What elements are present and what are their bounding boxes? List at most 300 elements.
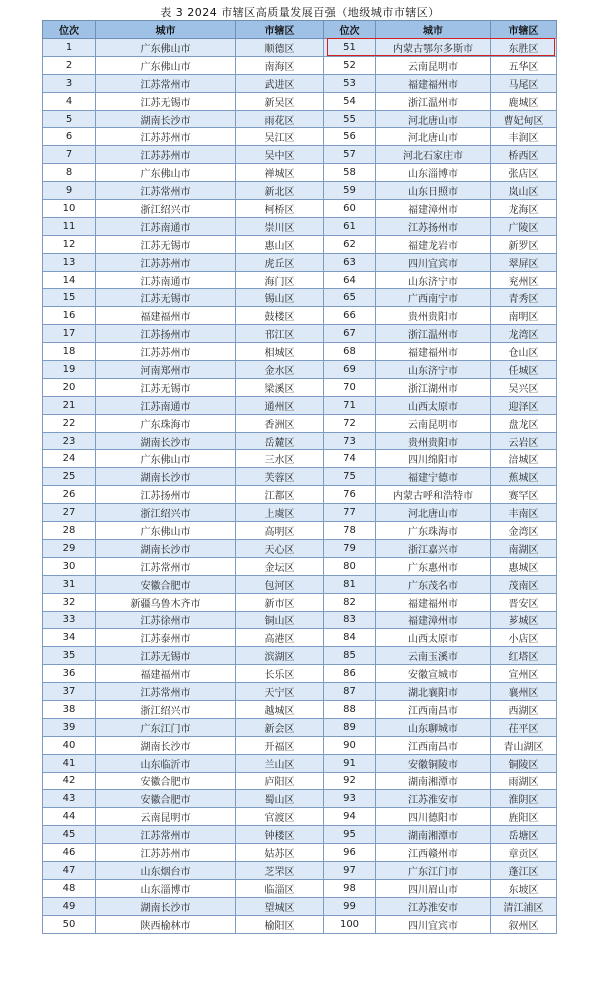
cell-rank-left: 8	[43, 164, 96, 182]
cell-rank-right: 57	[324, 146, 376, 164]
cell-district-left: 新北区	[236, 182, 324, 200]
cell-rank-left: 4	[43, 92, 96, 110]
table-row	[43, 56, 557, 74]
table-row	[43, 504, 557, 522]
cell-city-right: 河北唐山市	[376, 504, 491, 522]
cell-city-right: 河北唐山市	[376, 128, 491, 146]
header-city-left: 城市	[96, 21, 236, 39]
cell-rank-right: 59	[324, 182, 376, 200]
table-header-row	[43, 21, 557, 39]
cell-rank-right: 70	[324, 378, 376, 396]
cell-district-right: 翠屏区	[491, 253, 557, 271]
cell-district-left: 长乐区	[236, 665, 324, 683]
cell-district-right: 涪城区	[491, 450, 557, 468]
cell-rank-left: 33	[43, 611, 96, 629]
cell-city-right: 贵州贵阳市	[376, 307, 491, 325]
cell-city-right: 福建福州市	[376, 593, 491, 611]
cell-district-left: 上虞区	[236, 504, 324, 522]
table-row	[43, 414, 557, 432]
cell-district-right: 宣州区	[491, 665, 557, 683]
table-row	[43, 200, 557, 218]
cell-city-right: 安徽宣城市	[376, 665, 491, 683]
cell-city-right: 山东聊城市	[376, 718, 491, 736]
cell-city-left: 江苏常州市	[96, 557, 236, 575]
cell-city-left: 安徽合肥市	[96, 772, 236, 790]
table-row	[43, 468, 557, 486]
cell-city-right: 山东济宁市	[376, 361, 491, 379]
cell-rank-right: 52	[324, 56, 376, 74]
cell-district-left: 越城区	[236, 700, 324, 718]
cell-district-left: 高港区	[236, 629, 324, 647]
cell-district-left: 兰山区	[236, 754, 324, 772]
cell-district-left: 包河区	[236, 575, 324, 593]
cell-rank-left: 47	[43, 861, 96, 879]
cell-district-left: 金水区	[236, 361, 324, 379]
table-row	[43, 164, 557, 182]
cell-rank-left: 49	[43, 897, 96, 915]
cell-rank-right: 87	[324, 683, 376, 701]
cell-city-right: 江西南昌市	[376, 736, 491, 754]
cell-city-right: 浙江湖州市	[376, 378, 491, 396]
cell-rank-right: 56	[324, 128, 376, 146]
cell-rank-left: 39	[43, 718, 96, 736]
cell-rank-left: 5	[43, 110, 96, 128]
cell-city-left: 江苏常州市	[96, 74, 236, 92]
cell-city-right: 贵州贵阳市	[376, 432, 491, 450]
cell-rank-right: 97	[324, 861, 376, 879]
cell-rank-right: 73	[324, 432, 376, 450]
cell-district-left: 崇川区	[236, 217, 324, 235]
cell-district-right: 西湖区	[491, 700, 557, 718]
cell-rank-right: 83	[324, 611, 376, 629]
table-row	[43, 486, 557, 504]
cell-city-left: 湖南长沙市	[96, 468, 236, 486]
cell-district-left: 惠山区	[236, 235, 324, 253]
cell-district-left: 吴江区	[236, 128, 324, 146]
cell-district-left: 江都区	[236, 486, 324, 504]
cell-rank-right: 65	[324, 289, 376, 307]
cell-city-right: 浙江温州市	[376, 92, 491, 110]
cell-rank-left: 10	[43, 200, 96, 218]
cell-district-left: 铜山区	[236, 611, 324, 629]
cell-district-left: 钟楼区	[236, 826, 324, 844]
cell-district-left: 庐阳区	[236, 772, 324, 790]
cell-district-left: 芝罘区	[236, 861, 324, 879]
cell-district-left: 姑苏区	[236, 844, 324, 862]
cell-city-right: 浙江温州市	[376, 325, 491, 343]
cell-district-right: 惠城区	[491, 557, 557, 575]
cell-city-right: 广东江门市	[376, 861, 491, 879]
cell-rank-right: 100	[324, 915, 376, 933]
cell-city-right: 江苏淮安市	[376, 790, 491, 808]
ranking-table	[42, 20, 557, 934]
table-row	[43, 718, 557, 736]
cell-rank-left: 27	[43, 504, 96, 522]
cell-district-left: 虎丘区	[236, 253, 324, 271]
cell-city-left: 江苏苏州市	[96, 343, 236, 361]
table-row	[43, 593, 557, 611]
cell-city-right: 江苏扬州市	[376, 217, 491, 235]
cell-district-left: 新市区	[236, 593, 324, 611]
cell-city-left: 山东临沂市	[96, 754, 236, 772]
table-row	[43, 522, 557, 540]
cell-city-left: 福建福州市	[96, 307, 236, 325]
cell-rank-left: 29	[43, 539, 96, 557]
cell-city-left: 广东佛山市	[96, 56, 236, 74]
cell-district-right: 仓山区	[491, 343, 557, 361]
cell-city-right: 江西南昌市	[376, 700, 491, 718]
cell-rank-right: 91	[324, 754, 376, 772]
cell-city-left: 广东佛山市	[96, 450, 236, 468]
cell-rank-right: 68	[324, 343, 376, 361]
cell-rank-right: 92	[324, 772, 376, 790]
cell-city-left: 湖南长沙市	[96, 432, 236, 450]
table-row	[43, 325, 557, 343]
cell-district-right: 赛罕区	[491, 486, 557, 504]
cell-district-left: 天宁区	[236, 683, 324, 701]
cell-district-right: 张店区	[491, 164, 557, 182]
cell-district-right: 新罗区	[491, 235, 557, 253]
cell-city-left: 云南昆明市	[96, 808, 236, 826]
cell-city-right: 四川绵阳市	[376, 450, 491, 468]
cell-city-right: 山西太原市	[376, 629, 491, 647]
cell-district-left: 海门区	[236, 271, 324, 289]
cell-rank-right: 58	[324, 164, 376, 182]
cell-city-right: 广东惠州市	[376, 557, 491, 575]
cell-rank-right: 98	[324, 879, 376, 897]
cell-city-left: 安徽合肥市	[96, 790, 236, 808]
cell-city-left: 广东珠海市	[96, 414, 236, 432]
cell-city-left: 江苏苏州市	[96, 128, 236, 146]
cell-rank-left: 6	[43, 128, 96, 146]
cell-district-right: 云岩区	[491, 432, 557, 450]
cell-district-left: 柯桥区	[236, 200, 324, 218]
table-row	[43, 396, 557, 414]
table-row	[43, 146, 557, 164]
cell-city-right: 安徽铜陵市	[376, 754, 491, 772]
cell-district-left: 梁溪区	[236, 378, 324, 396]
table-row	[43, 611, 557, 629]
cell-city-right: 湖南湘潭市	[376, 826, 491, 844]
cell-rank-left: 17	[43, 325, 96, 343]
table-row	[43, 235, 557, 253]
cell-rank-left: 18	[43, 343, 96, 361]
table-row	[43, 629, 557, 647]
cell-city-left: 江苏泰州市	[96, 629, 236, 647]
cell-city-left: 湖南长沙市	[96, 110, 236, 128]
cell-rank-right: 67	[324, 325, 376, 343]
cell-district-left: 岳麓区	[236, 432, 324, 450]
cell-district-left: 高明区	[236, 522, 324, 540]
cell-rank-left: 40	[43, 736, 96, 754]
cell-city-left: 江苏扬州市	[96, 486, 236, 504]
cell-rank-left: 36	[43, 665, 96, 683]
cell-city-left: 广东江门市	[96, 718, 236, 736]
cell-city-right: 云南昆明市	[376, 56, 491, 74]
cell-district-left: 通州区	[236, 396, 324, 414]
cell-district-right: 丰润区	[491, 128, 557, 146]
table-row	[43, 897, 557, 915]
cell-rank-right: 77	[324, 504, 376, 522]
cell-rank-left: 22	[43, 414, 96, 432]
cell-district-right: 南明区	[491, 307, 557, 325]
table-row	[43, 361, 557, 379]
cell-rank-left: 20	[43, 378, 96, 396]
cell-district-left: 锡山区	[236, 289, 324, 307]
cell-district-right: 龙海区	[491, 200, 557, 218]
cell-city-left: 江苏无锡市	[96, 378, 236, 396]
cell-rank-right: 79	[324, 539, 376, 557]
cell-rank-left: 2	[43, 56, 96, 74]
cell-rank-right: 51	[324, 39, 376, 57]
cell-rank-right: 60	[324, 200, 376, 218]
cell-district-left: 三水区	[236, 450, 324, 468]
cell-rank-right: 62	[324, 235, 376, 253]
cell-rank-left: 13	[43, 253, 96, 271]
cell-rank-left: 16	[43, 307, 96, 325]
cell-rank-right: 63	[324, 253, 376, 271]
cell-district-right: 茂南区	[491, 575, 557, 593]
cell-city-left: 江苏苏州市	[96, 146, 236, 164]
cell-district-left: 开福区	[236, 736, 324, 754]
cell-rank-right: 93	[324, 790, 376, 808]
table-row	[43, 575, 557, 593]
cell-district-left: 禅城区	[236, 164, 324, 182]
cell-rank-left: 30	[43, 557, 96, 575]
cell-district-right: 盘龙区	[491, 414, 557, 432]
cell-district-right: 雨湖区	[491, 772, 557, 790]
table-row	[43, 110, 557, 128]
cell-rank-left: 1	[43, 39, 96, 57]
cell-city-left: 江苏苏州市	[96, 844, 236, 862]
cell-city-left: 江苏无锡市	[96, 235, 236, 253]
cell-district-right: 襄州区	[491, 683, 557, 701]
cell-rank-right: 76	[324, 486, 376, 504]
cell-city-right: 内蒙古呼和浩特市	[376, 486, 491, 504]
cell-city-right: 江西赣州市	[376, 844, 491, 862]
cell-rank-left: 43	[43, 790, 96, 808]
cell-city-left: 山东淄博市	[96, 879, 236, 897]
cell-city-left: 湖南长沙市	[96, 539, 236, 557]
table-row	[43, 915, 557, 933]
table-row	[43, 754, 557, 772]
cell-district-left: 邗江区	[236, 325, 324, 343]
cell-district-left: 金坛区	[236, 557, 324, 575]
cell-city-right: 湖北襄阳市	[376, 683, 491, 701]
cell-district-left: 吴中区	[236, 146, 324, 164]
cell-district-right: 清江浦区	[491, 897, 557, 915]
cell-rank-left: 7	[43, 146, 96, 164]
cell-city-left: 江苏扬州市	[96, 325, 236, 343]
cell-rank-left: 14	[43, 271, 96, 289]
cell-city-right: 山东淄博市	[376, 164, 491, 182]
table-row	[43, 343, 557, 361]
cell-city-right: 山东济宁市	[376, 271, 491, 289]
cell-city-right: 四川宜宾市	[376, 253, 491, 271]
cell-district-right: 旌阳区	[491, 808, 557, 826]
table-row	[43, 700, 557, 718]
cell-rank-right: 84	[324, 629, 376, 647]
cell-city-right: 四川眉山市	[376, 879, 491, 897]
cell-district-right: 曹妃甸区	[491, 110, 557, 128]
cell-district-right: 五华区	[491, 56, 557, 74]
cell-city-right: 湖南湘潭市	[376, 772, 491, 790]
cell-city-right: 河北石家庄市	[376, 146, 491, 164]
cell-city-left: 新疆乌鲁木齐市	[96, 593, 236, 611]
table-row	[43, 772, 557, 790]
cell-district-right: 迎泽区	[491, 396, 557, 414]
table-row	[43, 307, 557, 325]
cell-rank-left: 25	[43, 468, 96, 486]
table-row	[43, 539, 557, 557]
cell-district-left: 官渡区	[236, 808, 324, 826]
cell-rank-left: 11	[43, 217, 96, 235]
cell-city-right: 山西太原市	[376, 396, 491, 414]
cell-rank-right: 72	[324, 414, 376, 432]
cell-rank-left: 28	[43, 522, 96, 540]
cell-rank-left: 48	[43, 879, 96, 897]
table-row	[43, 683, 557, 701]
cell-district-right: 章贡区	[491, 844, 557, 862]
cell-rank-right: 89	[324, 718, 376, 736]
cell-city-left: 江苏常州市	[96, 182, 236, 200]
cell-city-right: 广东茂名市	[376, 575, 491, 593]
cell-city-left: 福建福州市	[96, 665, 236, 683]
cell-district-right: 南湖区	[491, 539, 557, 557]
table-row	[43, 450, 557, 468]
header-rank-left: 位次	[43, 21, 96, 39]
cell-city-left: 河南郑州市	[96, 361, 236, 379]
cell-rank-right: 53	[324, 74, 376, 92]
cell-city-right: 云南昆明市	[376, 414, 491, 432]
table-row	[43, 808, 557, 826]
cell-rank-right: 75	[324, 468, 376, 486]
cell-rank-right: 95	[324, 826, 376, 844]
cell-district-right: 晋安区	[491, 593, 557, 611]
cell-district-left: 相城区	[236, 343, 324, 361]
header-district-right: 市辖区	[491, 21, 557, 39]
cell-district-right: 小店区	[491, 629, 557, 647]
cell-district-left: 香洲区	[236, 414, 324, 432]
cell-rank-left: 31	[43, 575, 96, 593]
header-district-left: 市辖区	[236, 21, 324, 39]
cell-rank-right: 94	[324, 808, 376, 826]
cell-city-right: 福建龙岩市	[376, 235, 491, 253]
cell-city-left: 陕西榆林市	[96, 915, 236, 933]
table-row	[43, 557, 557, 575]
cell-city-left: 广东佛山市	[96, 164, 236, 182]
cell-rank-right: 86	[324, 665, 376, 683]
table-body	[43, 39, 557, 934]
table-row	[43, 432, 557, 450]
cell-rank-right: 61	[324, 217, 376, 235]
cell-district-left: 芙蓉区	[236, 468, 324, 486]
cell-rank-right: 66	[324, 307, 376, 325]
cell-district-left: 武进区	[236, 74, 324, 92]
cell-district-left: 榆阳区	[236, 915, 324, 933]
table-row	[43, 182, 557, 200]
cell-city-left: 江苏常州市	[96, 826, 236, 844]
cell-rank-left: 45	[43, 826, 96, 844]
cell-rank-right: 96	[324, 844, 376, 862]
cell-district-left: 雨花区	[236, 110, 324, 128]
cell-city-left: 江苏南通市	[96, 396, 236, 414]
cell-rank-right: 74	[324, 450, 376, 468]
header-rank-right: 位次	[324, 21, 376, 39]
table-row	[43, 271, 557, 289]
cell-rank-left: 41	[43, 754, 96, 772]
cell-rank-right: 69	[324, 361, 376, 379]
cell-city-right: 福建宁德市	[376, 468, 491, 486]
cell-rank-left: 12	[43, 235, 96, 253]
cell-city-left: 山东烟台市	[96, 861, 236, 879]
cell-city-right: 云南玉溪市	[376, 647, 491, 665]
cell-rank-right: 99	[324, 897, 376, 915]
cell-district-right: 东坡区	[491, 879, 557, 897]
cell-rank-right: 88	[324, 700, 376, 718]
cell-district-right: 金湾区	[491, 522, 557, 540]
cell-rank-right: 64	[324, 271, 376, 289]
cell-city-left: 广东佛山市	[96, 522, 236, 540]
cell-district-right: 龙湾区	[491, 325, 557, 343]
cell-district-right: 桥西区	[491, 146, 557, 164]
cell-rank-left: 37	[43, 683, 96, 701]
cell-district-right: 马尾区	[491, 74, 557, 92]
cell-city-right: 广东珠海市	[376, 522, 491, 540]
cell-district-left: 新吴区	[236, 92, 324, 110]
cell-city-right: 江苏淮安市	[376, 897, 491, 915]
cell-rank-right: 55	[324, 110, 376, 128]
cell-district-left: 蜀山区	[236, 790, 324, 808]
cell-city-right: 河北唐山市	[376, 110, 491, 128]
table-row	[43, 378, 557, 396]
cell-rank-left: 9	[43, 182, 96, 200]
cell-city-left: 安徽合肥市	[96, 575, 236, 593]
cell-district-left: 南海区	[236, 56, 324, 74]
cell-district-left: 滨湖区	[236, 647, 324, 665]
cell-city-left: 江苏无锡市	[96, 289, 236, 307]
cell-district-left: 天心区	[236, 539, 324, 557]
table-row	[43, 39, 557, 57]
cell-rank-left: 21	[43, 396, 96, 414]
cell-district-right: 蕉城区	[491, 468, 557, 486]
cell-district-right: 广陵区	[491, 217, 557, 235]
cell-district-right: 铜陵区	[491, 754, 557, 772]
cell-district-right: 吴兴区	[491, 378, 557, 396]
cell-district-right: 蓬江区	[491, 861, 557, 879]
cell-district-right: 芗城区	[491, 611, 557, 629]
table-row	[43, 647, 557, 665]
cell-district-left: 新会区	[236, 718, 324, 736]
cell-rank-right: 54	[324, 92, 376, 110]
cell-rank-left: 46	[43, 844, 96, 862]
table-row	[43, 736, 557, 754]
cell-rank-left: 3	[43, 74, 96, 92]
cell-city-right: 福建漳州市	[376, 200, 491, 218]
cell-city-left: 广东佛山市	[96, 39, 236, 57]
cell-city-right: 福建漳州市	[376, 611, 491, 629]
cell-district-right: 青山湖区	[491, 736, 557, 754]
cell-rank-left: 26	[43, 486, 96, 504]
cell-district-right: 红塔区	[491, 647, 557, 665]
cell-district-right: 鹿城区	[491, 92, 557, 110]
table-row	[43, 790, 557, 808]
cell-district-right: 东胜区	[491, 39, 557, 57]
table-row	[43, 74, 557, 92]
cell-city-left: 湖南长沙市	[96, 897, 236, 915]
cell-city-left: 浙江绍兴市	[96, 200, 236, 218]
header-city-right: 城市	[376, 21, 491, 39]
